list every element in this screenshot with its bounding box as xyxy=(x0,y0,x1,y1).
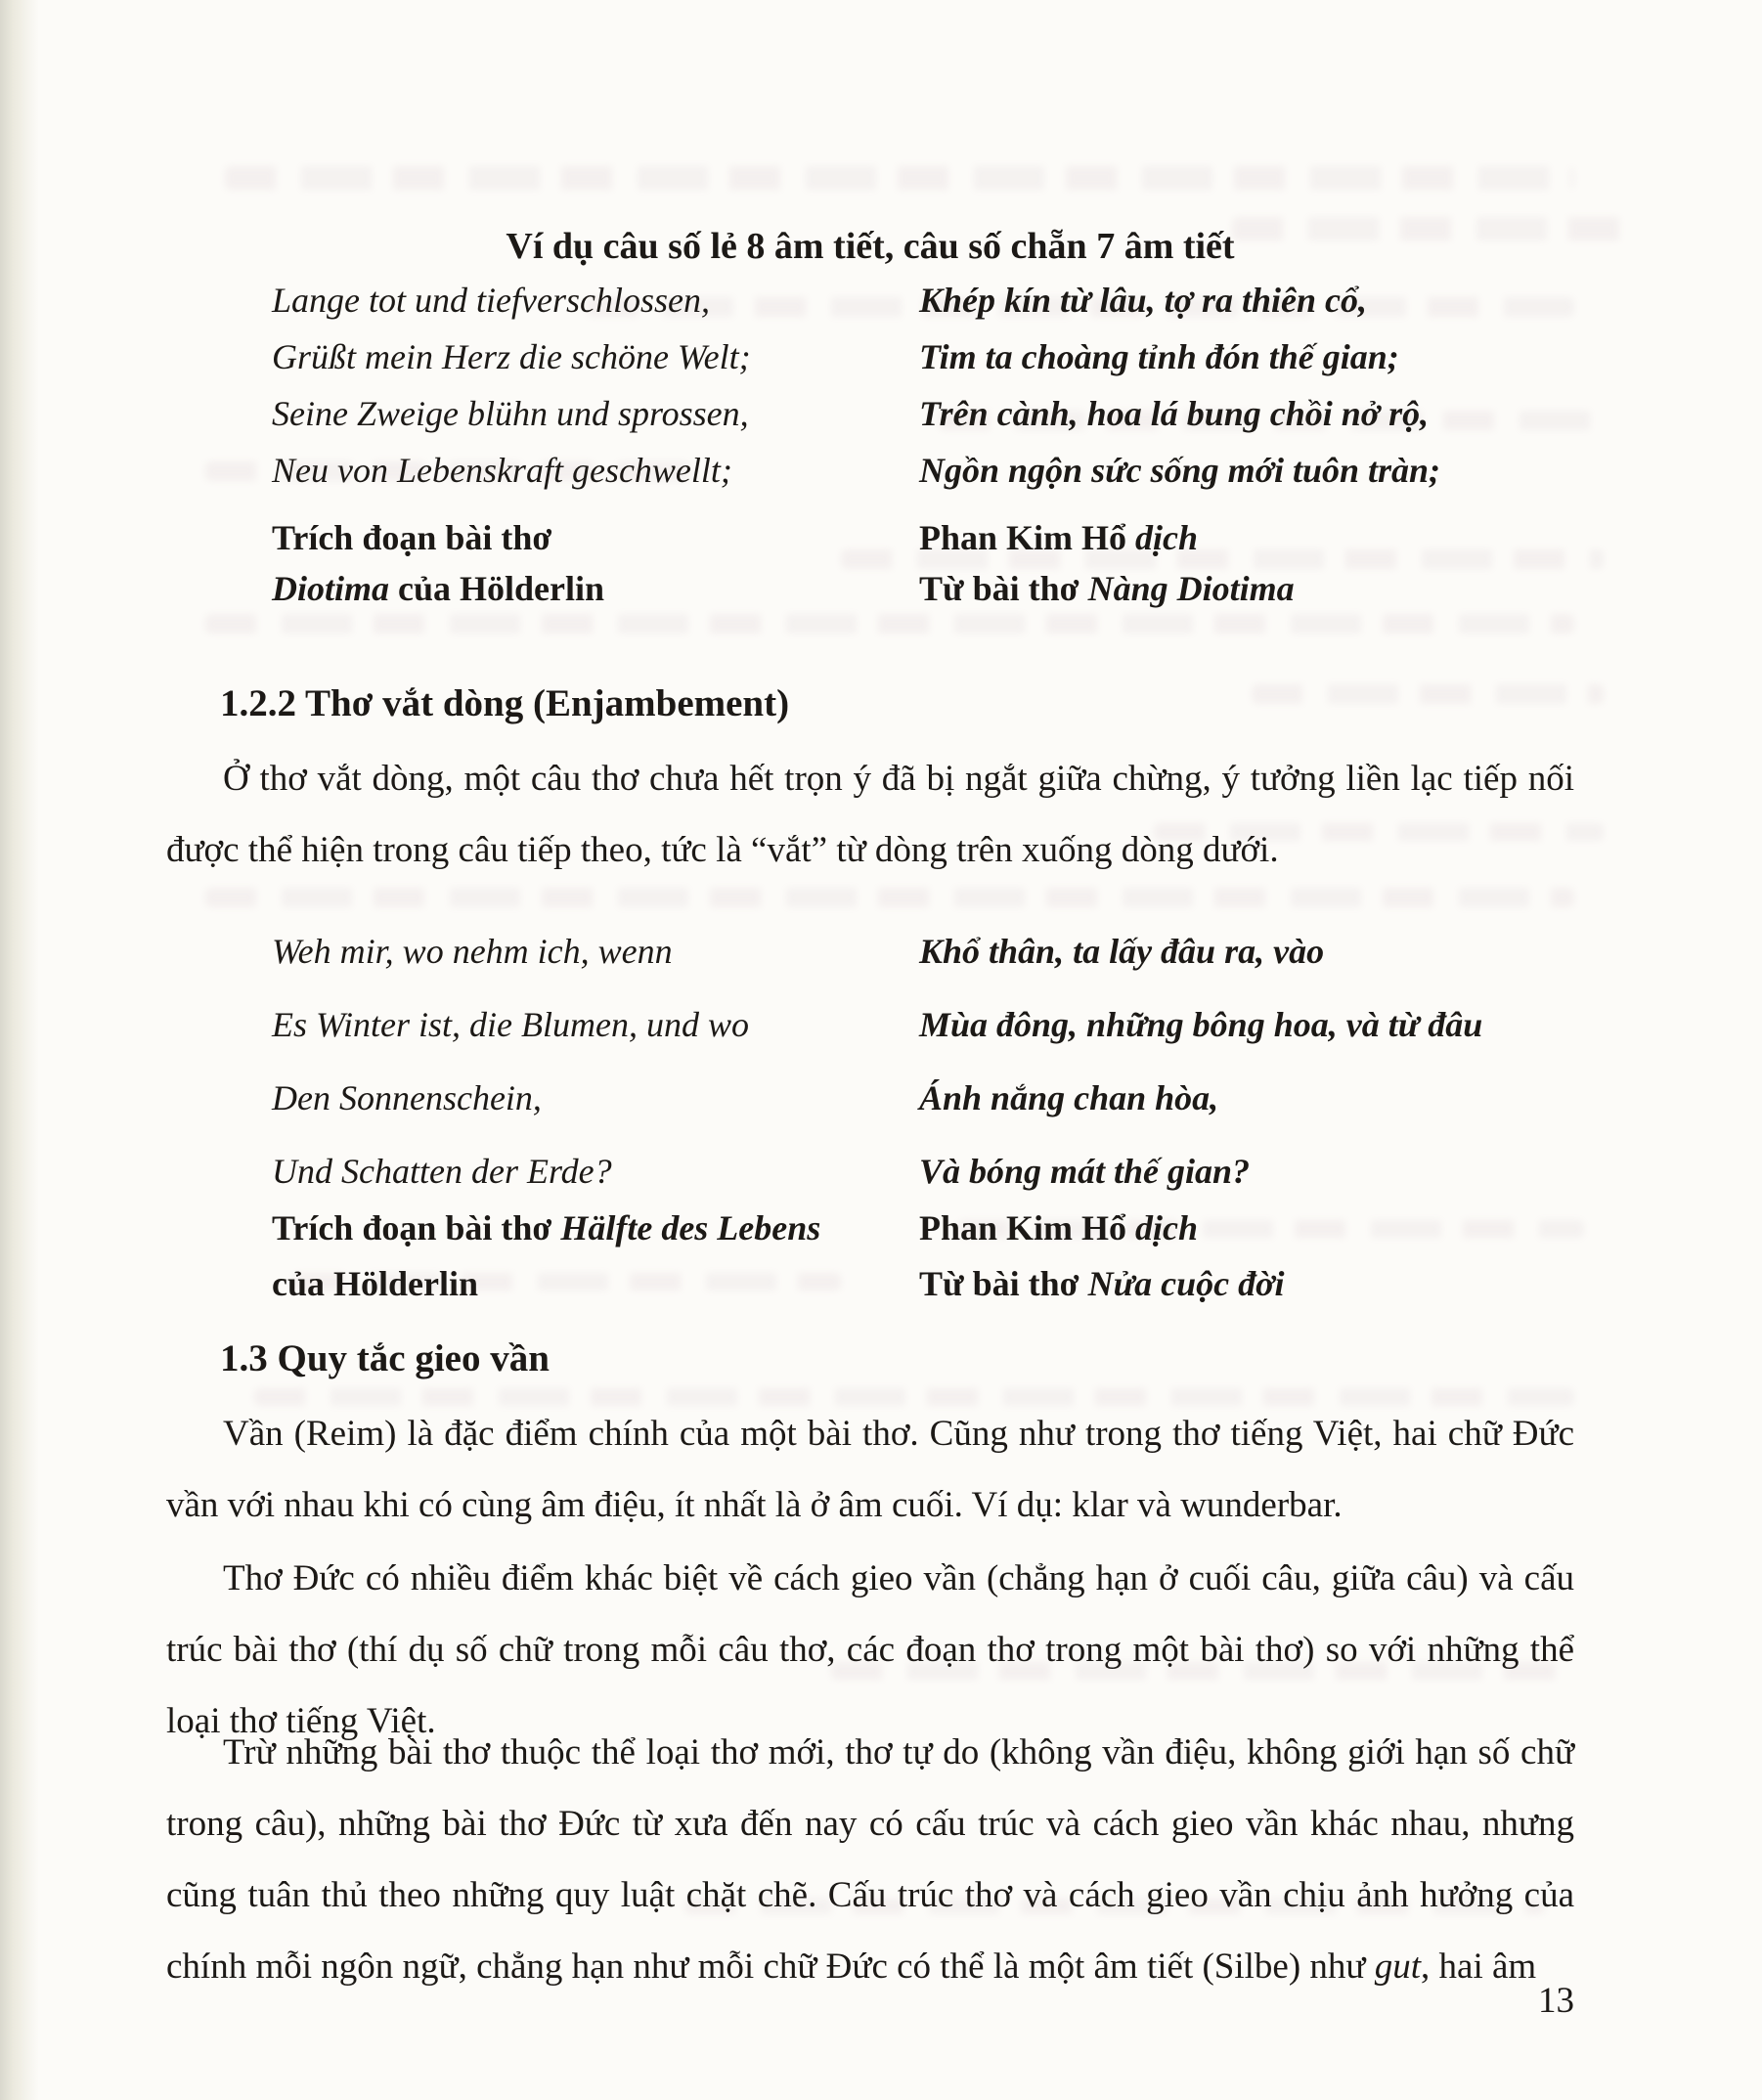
poem-vietnamese-line: Mùa đông, những bông hoa, và từ đâu xyxy=(919,1005,1483,1044)
poem-vietnamese-line: Ánh nắng chan hòa, xyxy=(919,1078,1219,1117)
translator-line xyxy=(919,512,1574,563)
section-heading-122: 1.2.2 Thơ vắt dòng (Enjambement) xyxy=(220,682,790,724)
book-spine-shadow xyxy=(0,0,39,2100)
translated-title-prefix: Từ bài thơ xyxy=(919,569,1088,608)
poem-vietnamese-column xyxy=(919,272,1574,499)
poem-vietnamese-column xyxy=(919,915,1574,1208)
translator-line xyxy=(919,1201,1574,1256)
poem-german-line: Neu von Lebenskraft geschwellt; xyxy=(272,451,732,490)
german-word-example: gut xyxy=(1374,1947,1422,1987)
poem-german-line: Seine Zweige blühn und sprossen, xyxy=(272,394,749,433)
poem-vietnamese-line: Khổ thân, ta lấy đâu ra, vào xyxy=(919,932,1325,971)
translator-name: Phan Kim Hổ xyxy=(919,1208,1136,1247)
paragraph-rhyme-differences: Thơ Đức có nhiều điểm khác biệt về cách gieo vần (chẳng hạn ở cuối câu, giữa câu) và cấu trúc bài thơ (thí dụ số chữ trong mỗi câu thơ, các đoạn thơ trong một bài thơ) so với những thể loại thơ tiếng Việt. xyxy=(166,1558,1574,1741)
paragraph-enjambement: Ở thơ vắt dòng, một câu thơ chưa hết trọn ý đã bị ngắt giữa chừng, ý tưởng liền lạc tiếp nối được thể hiện trong câu tiếp theo, tức là “vắt” từ dòng trên xuống dòng dưới. xyxy=(166,759,1574,870)
translated-title-line xyxy=(919,1256,1574,1312)
attribution-source-line: Trích đoạn bài thơ xyxy=(272,518,552,557)
attribution-author: của Hölderlin xyxy=(272,1264,479,1303)
attribution-translator xyxy=(919,1201,1574,1312)
poem-german-line: Grüßt mein Herz die schöne Welt; xyxy=(272,337,751,376)
example-caption: Ví dụ câu số lẻ 8 âm tiết, câu số chẵn 7 âm tiết xyxy=(506,226,1235,267)
translator-role: dịch xyxy=(1135,518,1199,557)
poem-title-original: Hälfte des Lebens xyxy=(560,1208,821,1247)
poem-vietnamese-line: Trên cành, hoa lá bung chồi nở rộ, xyxy=(919,394,1430,433)
poem-title-translated: Nàng Diotima xyxy=(1087,569,1295,608)
attribution-source-line xyxy=(272,563,898,614)
poem-vietnamese-line: Ngồn ngộn sức sống mới tuôn tràn; xyxy=(919,451,1441,490)
poem-german-line: Und Schatten der Erde? xyxy=(272,1152,612,1191)
translated-title-prefix: Từ bài thơ xyxy=(919,1264,1088,1303)
paragraph-rhyme-definition: Vần (Reim) là đặc điểm chính của một bài thơ. Cũng như trong thơ tiếng Việt, hai chữ Đức vần với nhau khi có cùng âm điệu, ít nhất là ở âm cuối. Ví dụ: klar và wunderbar. xyxy=(166,1414,1574,1525)
poem-vietnamese-line: Khép kín từ lâu, tợ ra thiên cổ, xyxy=(919,281,1367,320)
poem-german-line: Weh mir, wo nehm ich, wenn xyxy=(272,932,673,971)
page-number: 13 xyxy=(1538,1981,1574,2021)
translator-role: dịch xyxy=(1135,1208,1199,1247)
attribution-translator xyxy=(919,512,1574,614)
poem-vietnamese-line: Và bóng mát thế gian? xyxy=(919,1152,1251,1191)
translated-title-line xyxy=(919,563,1574,614)
poem-german-column xyxy=(272,915,898,1208)
attribution-source xyxy=(272,512,898,614)
page-content xyxy=(166,0,1574,2100)
poem-title-original: Diotima xyxy=(272,569,390,608)
attribution-prefix: Trích đoạn bài thơ xyxy=(272,1208,561,1247)
paragraph-rhyme-rules xyxy=(166,1717,1574,2002)
poem-german-line: Den Sonnenschein, xyxy=(272,1078,542,1117)
attribution-source xyxy=(272,1201,898,1312)
attribution-source-line xyxy=(272,1201,898,1256)
poem-vietnamese-line: Tim ta choàng tỉnh đón thế gian; xyxy=(919,337,1399,376)
section-heading-13: 1.3 Quy tắc gieo vần xyxy=(220,1337,550,1379)
attribution-author: của Hölderlin xyxy=(389,569,605,608)
poem-title-translated: Nửa cuộc đời xyxy=(1087,1264,1285,1303)
paragraph-text: Trừ những bài thơ thuộc thể loại thơ mới, thơ tự do (không vần điệu, không giới hạn số chữ trong câu), những bài thơ Đức từ xưa đến nay có cấu trúc và cách gieo vần khác nhau, nhưng cũng tuân thủ theo những quy luật chặt chẽ. Cấu trúc thơ và cách gieo vần chịu ảnh hưởng của chính mỗi ngôn ngữ, chẳng hạn như mỗi chữ Đức có thể là một âm tiết (Silbe) như xyxy=(166,1732,1574,1987)
poem-german-column xyxy=(272,272,898,499)
translator-name: Phan Kim Hổ xyxy=(919,518,1136,557)
poem-german-line: Lange tot und tiefverschlossen, xyxy=(272,281,710,320)
paragraph-text: , hai âm xyxy=(1421,1947,1537,1987)
poem-german-line: Es Winter ist, die Blumen, und wo xyxy=(272,1005,749,1044)
